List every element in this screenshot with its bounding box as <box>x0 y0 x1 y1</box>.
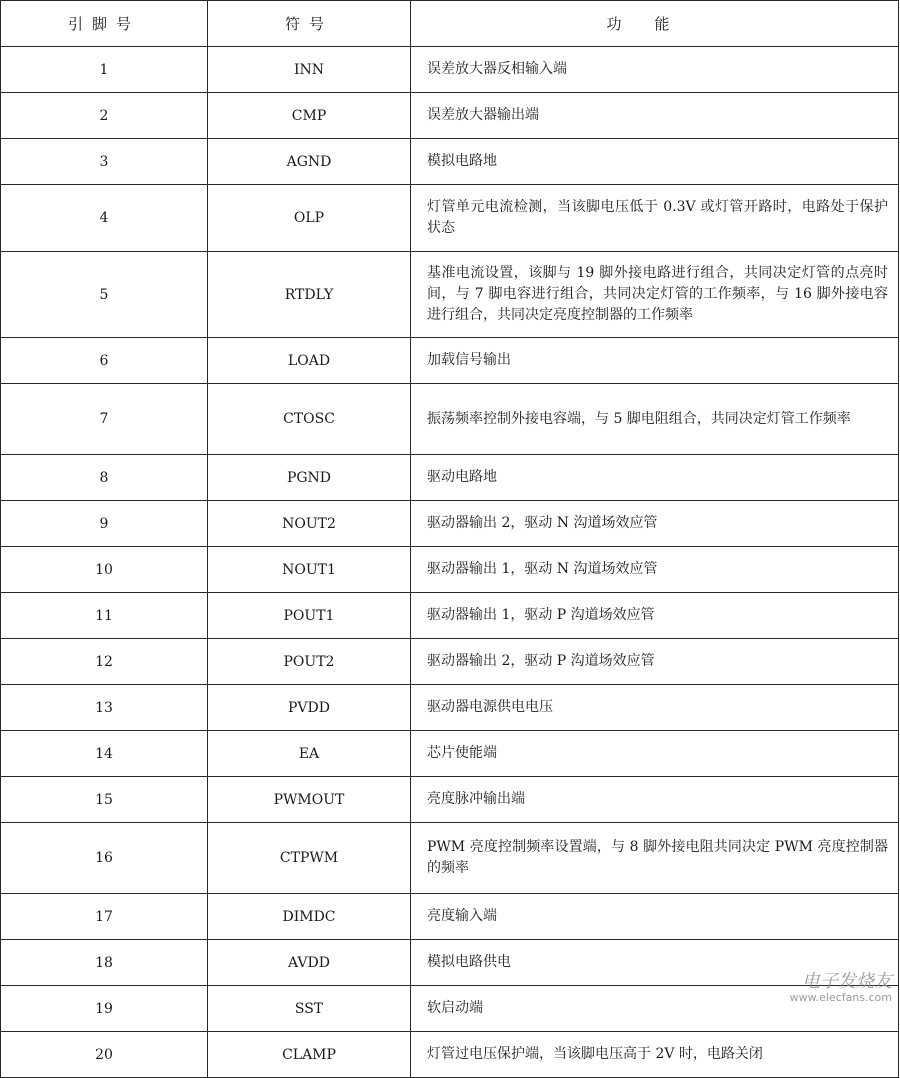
pin-symbol: PGND <box>208 455 411 501</box>
pin-number: 15 <box>1 777 208 823</box>
pin-function: 模拟电路供电 <box>411 940 899 986</box>
pin-symbol: CMP <box>208 93 411 139</box>
pin-function: PWM 亮度控制频率设置端，与 8 脚外接电阻共同决定 PWM 亮度控制器的频率 <box>411 823 899 894</box>
table-row <box>1 185 899 252</box>
table-row <box>1 894 899 940</box>
pin-function: 亮度脉冲输出端 <box>411 777 899 823</box>
pin-function: 模拟电路地 <box>411 139 899 185</box>
pin-function: 驱动器输出 2，驱动 P 沟道场效应管 <box>411 639 899 685</box>
pin-function: 振荡频率控制外接电容端，与 5 脚电阻组合，共同决定灯管工作频率 <box>411 384 899 455</box>
header-function: 功能 <box>411 1 899 47</box>
pin-number: 1 <box>1 47 208 93</box>
pin-number: 8 <box>1 455 208 501</box>
pin-number: 17 <box>1 894 208 940</box>
watermark-url: www.elecfans.com <box>789 991 892 1004</box>
pin-symbol: LOAD <box>208 338 411 384</box>
table-row <box>1 252 899 338</box>
table-header-row <box>1 1 899 47</box>
pin-function: 驱动器输出 1，驱动 P 沟道场效应管 <box>411 593 899 639</box>
pin-symbol: NOUT1 <box>208 547 411 593</box>
table-row <box>1 501 899 547</box>
pin-function: 驱动器输出 1，驱动 N 沟道场效应管 <box>411 547 899 593</box>
table-body <box>1 47 899 1078</box>
pin-number: 6 <box>1 338 208 384</box>
pin-function: 误差放大器输出端 <box>411 93 899 139</box>
pin-function: 加载信号输出 <box>411 338 899 384</box>
pin-number: 2 <box>1 93 208 139</box>
pin-symbol: SST <box>208 986 411 1032</box>
pin-number: 14 <box>1 731 208 777</box>
header-symbol: 符号 <box>208 1 411 47</box>
pin-symbol: EA <box>208 731 411 777</box>
pin-symbol: PWMOUT <box>208 777 411 823</box>
watermark-text: 电子发烧友 <box>802 971 892 992</box>
pin-number: 16 <box>1 823 208 894</box>
pin-number: 19 <box>1 986 208 1032</box>
table-row <box>1 986 899 1032</box>
table-row <box>1 47 899 93</box>
pin-symbol: CTOSC <box>208 384 411 455</box>
header-pin: 引脚号 <box>1 1 208 47</box>
pin-symbol: CTPWM <box>208 823 411 894</box>
pin-number: 13 <box>1 685 208 731</box>
pin-number: 4 <box>1 185 208 252</box>
pin-function: 亮度输入端 <box>411 894 899 940</box>
watermark <box>789 971 892 1006</box>
pin-symbol: POUT2 <box>208 639 411 685</box>
table-row <box>1 1032 899 1078</box>
pin-function: 误差放大器反相输入端 <box>411 47 899 93</box>
pin-symbol: PVDD <box>208 685 411 731</box>
pin-number: 5 <box>1 252 208 338</box>
table-row <box>1 139 899 185</box>
pin-function: 驱动器输出 2，驱动 N 沟道场效应管 <box>411 501 899 547</box>
pin-number: 12 <box>1 639 208 685</box>
pin-number: 18 <box>1 940 208 986</box>
pin-symbol: POUT1 <box>208 593 411 639</box>
table-row <box>1 823 899 894</box>
pin-number: 9 <box>1 501 208 547</box>
table-row <box>1 593 899 639</box>
table-row <box>1 940 899 986</box>
pin-symbol: AGND <box>208 139 411 185</box>
table-row <box>1 685 899 731</box>
pin-function: 驱动器电源供电电压 <box>411 685 899 731</box>
pin-function: 芯片使能端 <box>411 731 899 777</box>
pin-number: 10 <box>1 547 208 593</box>
table-row <box>1 338 899 384</box>
pin-symbol: NOUT2 <box>208 501 411 547</box>
table-row <box>1 455 899 501</box>
pin-symbol: AVDD <box>208 940 411 986</box>
table-row <box>1 384 899 455</box>
pin-function: 灯管单元电流检测，当该脚电压低于 0.3V 或灯管开路时，电路处于保护状态 <box>411 185 899 252</box>
table-row <box>1 93 899 139</box>
pin-number: 3 <box>1 139 208 185</box>
table-row <box>1 639 899 685</box>
pin-symbol: INN <box>208 47 411 93</box>
pin-symbol: CLAMP <box>208 1032 411 1078</box>
pin-function: 灯管过电压保护端，当该脚电压高于 2V 时，电路关闭 <box>411 1032 899 1078</box>
pin-symbol: RTDLY <box>208 252 411 338</box>
pin-number: 11 <box>1 593 208 639</box>
pin-symbol: DIMDC <box>208 894 411 940</box>
pin-number: 7 <box>1 384 208 455</box>
table-row <box>1 731 899 777</box>
pin-function: 驱动电路地 <box>411 455 899 501</box>
pin-function: 基准电流设置，该脚与 19 脚外接电路进行组合，共同决定灯管的点亮时间，与 7 脚电容进行组合，共同决定灯管的工作频率，与 16 脚外接电容进行组合，共同决定亮度控制器的工作频率 <box>411 252 899 338</box>
pin-number: 20 <box>1 1032 208 1078</box>
pin-symbol: OLP <box>208 185 411 252</box>
table-row <box>1 777 899 823</box>
pin-function: 软启动端 <box>411 986 899 1032</box>
table-row <box>1 547 899 593</box>
